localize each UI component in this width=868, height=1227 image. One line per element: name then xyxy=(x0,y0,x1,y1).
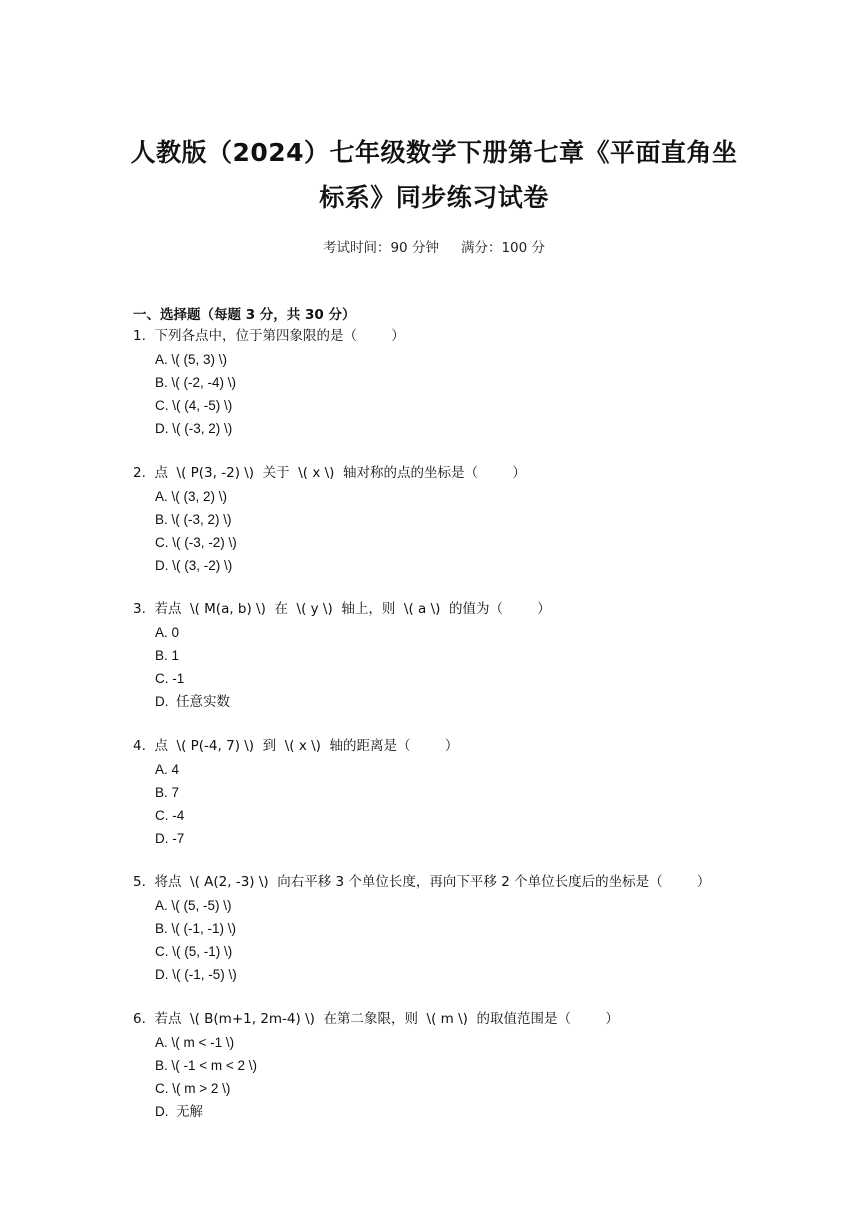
question-3 xyxy=(133,598,551,713)
option-d: D. -7 xyxy=(155,831,185,846)
question-stem: 1. 下列各点中，位于第四象限的是（ ） xyxy=(133,328,405,344)
question-stem: 6. 若点 \( B(m+1, 2m-4) \) 在第二象限，则 \( m \) 的取值范围是（ ） xyxy=(133,1011,619,1027)
question-4 xyxy=(133,735,458,850)
exam-score: 满分：100 分 xyxy=(460,240,546,256)
option-d: D. \( (-1, -5) \) xyxy=(155,967,237,982)
question-stem: 5. 将点 \( A(2, -3) \) 向右平移 3 个单位长度，再向下平移 2 个单位长度后的坐标是（ ） xyxy=(133,874,711,890)
question-stem: 4. 点 \( P(-4, 7) \) 到 \( x \) 轴的距离是（ ） xyxy=(133,738,459,754)
question-1 xyxy=(133,325,405,440)
option-c: C. \( (4, -5) \) xyxy=(155,398,233,413)
option-a: A. \( (3, 2) \) xyxy=(155,489,228,504)
option-d: D. 任意实数 xyxy=(155,694,231,709)
option-c: C. \( (-3, -2) \) xyxy=(155,535,237,550)
option-a: A. \( m < -1 \) xyxy=(155,1035,235,1050)
option-d: D. 无解 xyxy=(155,1104,204,1119)
option-a: A. \( (5, 3) \) xyxy=(155,352,228,367)
option-b: B. \( -1 < m < 2 \) xyxy=(155,1058,258,1073)
option-b: B. \( (-1, -1) \) xyxy=(155,921,236,936)
question-2 xyxy=(133,462,526,577)
option-c: C. -4 xyxy=(155,808,185,823)
option-b: B. \( (-2, -4) \) xyxy=(155,375,236,390)
option-b: B. \( (-3, 2) \) xyxy=(155,512,232,527)
option-a: A. 4 xyxy=(155,762,180,777)
document-title-line-1: 人教版（2024）七年级数学下册第七章《平面直角坐 xyxy=(130,138,738,167)
section-heading: 一、选择题（每题 3 分，共 30 分） xyxy=(133,307,356,323)
exam-info xyxy=(0,236,868,256)
option-b: B. 1 xyxy=(155,648,180,663)
option-d: D. \( (3, -2) \) xyxy=(155,558,233,573)
option-c: C. -1 xyxy=(155,671,185,686)
option-d: D. \( (-3, 2) \) xyxy=(155,421,233,436)
question-5 xyxy=(133,871,710,986)
exam-time: 考试时间：90 分钟 xyxy=(322,240,439,256)
question-6 xyxy=(133,1008,619,1123)
option-a: A. 0 xyxy=(155,625,180,640)
question-stem: 3. 若点 \( M(a, b) \) 在 \( y \) 轴上，则 \( a \) 的值为（ ） xyxy=(133,601,551,617)
option-c: C. \( m > 2 \) xyxy=(155,1081,231,1096)
document-title-line-2: 标系》同步练习试卷 xyxy=(319,183,549,212)
option-a: A. \( (5, -5) \) xyxy=(155,898,232,913)
option-b: B. 7 xyxy=(155,785,180,800)
question-stem: 2. 点 \( P(3, -2) \) 关于 \( x \) 轴对称的点的坐标是（ ） xyxy=(133,465,526,481)
option-c: C. \( (5, -1) \) xyxy=(155,944,233,959)
